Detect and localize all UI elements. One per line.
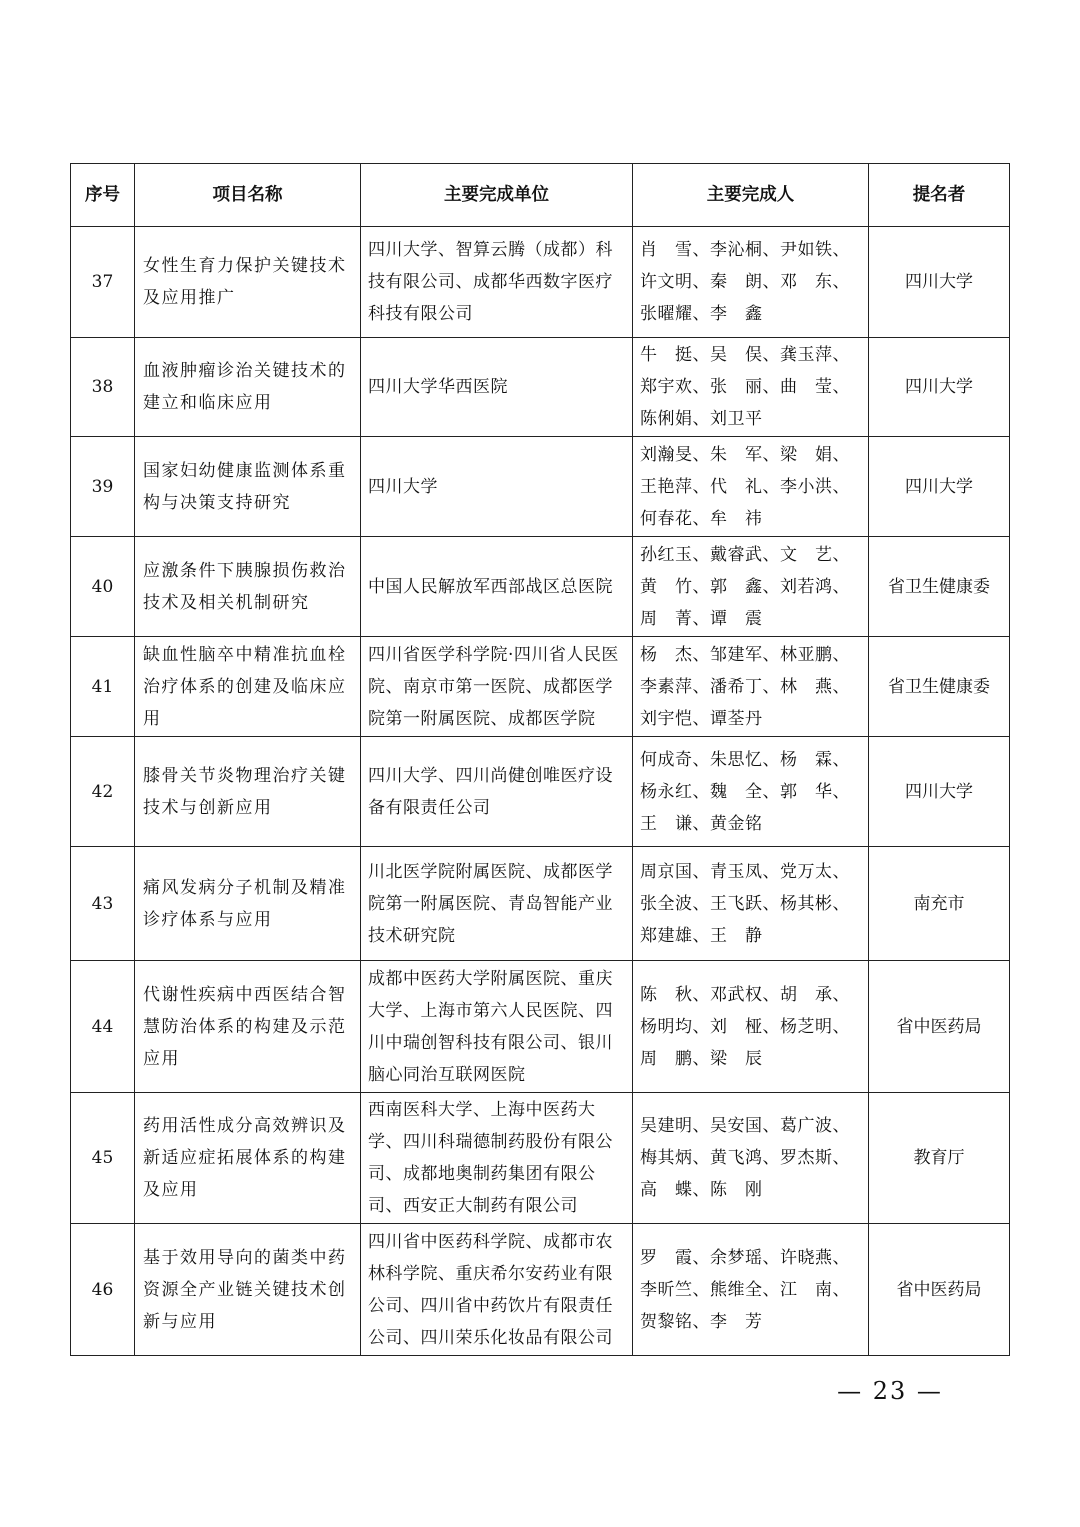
row-number: 44 (71, 961, 135, 1093)
nominator: 省中医药局 (869, 961, 1010, 1093)
table-row (71, 1093, 1010, 1224)
awards-table (70, 163, 1010, 1356)
project-name: 基于效用导向的菌类中药资源全产业链关键技术创新与应用 (135, 1224, 361, 1356)
main-people: 刘瀚旻、朱 军、梁 娟、王艳萍、代 礼、李小洪、何春花、牟 祎 (633, 437, 869, 537)
header-nominator: 提名者 (869, 164, 1010, 227)
table-row (71, 737, 1010, 847)
main-units: 四川大学 (361, 437, 633, 537)
row-number: 45 (71, 1093, 135, 1224)
nominator: 省卫生健康委 (869, 537, 1010, 637)
table-header-row (71, 164, 1010, 227)
project-name: 药用活性成分高效辨识及新适应症拓展体系的构建及应用 (135, 1093, 361, 1224)
nominator: 省中医药局 (869, 1224, 1010, 1356)
main-units: 中国人民解放军西部战区总医院 (361, 537, 633, 637)
row-number: 37 (71, 227, 135, 338)
nominator: 南充市 (869, 847, 1010, 961)
main-people: 牛 挺、吴 俣、龚玉萍、郑宇欢、张 丽、曲 莹、陈俐娟、刘卫平 (633, 338, 869, 437)
table-row (71, 338, 1010, 437)
table-row (71, 847, 1010, 961)
main-people: 周京国、青玉凤、党万太、张全波、王飞跃、杨其彬、郑建雄、王 静 (633, 847, 869, 961)
table-row (71, 537, 1010, 637)
main-people: 肖 雪、李沁桐、尹如铁、许文明、秦 朗、邓 东、张曜耀、李 鑫 (633, 227, 869, 338)
main-units: 四川大学、智算云腾（成都）科技有限公司、成都华西数字医疗科技有限公司 (361, 227, 633, 338)
header-number: 序号 (71, 164, 135, 227)
row-number: 41 (71, 637, 135, 737)
project-name: 膝骨关节炎物理治疗关键技术与创新应用 (135, 737, 361, 847)
row-number: 42 (71, 737, 135, 847)
nominator: 四川大学 (869, 227, 1010, 338)
row-number: 43 (71, 847, 135, 961)
table-row (71, 637, 1010, 737)
nominator: 四川大学 (869, 437, 1010, 537)
project-name: 国家妇幼健康监测体系重构与决策支持研究 (135, 437, 361, 537)
row-number: 46 (71, 1224, 135, 1356)
main-people: 吴建明、吴安国、葛广波、梅其炳、黄飞鸿、罗杰斯、高 蝶、陈 刚 (633, 1093, 869, 1224)
main-people: 罗 霞、余梦瑶、许晓燕、李昕竺、熊维全、江 南、贺黎铭、李 芳 (633, 1224, 869, 1356)
main-people: 杨 杰、邹建军、林亚鹏、李素萍、潘希丁、林 燕、刘宇恺、谭荃丹 (633, 637, 869, 737)
header-main-units: 主要完成单位 (361, 164, 633, 227)
header-project-name: 项目名称 (135, 164, 361, 227)
nominator: 省卫生健康委 (869, 637, 1010, 737)
page-number: — 23 — (837, 1377, 943, 1405)
nominator: 四川大学 (869, 338, 1010, 437)
main-people: 何成奇、朱思忆、杨 霖、杨永红、魏 全、郭 华、王 谦、黄金铭 (633, 737, 869, 847)
main-people: 孙红玉、戴睿武、文 艺、黄 竹、郭 鑫、刘若鸿、周 菁、谭 震 (633, 537, 869, 637)
table-row (71, 437, 1010, 537)
main-units: 四川大学、四川尚健创唯医疗设备有限责任公司 (361, 737, 633, 847)
main-units: 四川省中医药科学院、成都市农林科学院、重庆希尔安药业有限公司、四川省中药饮片有限责任公司、四川荣乐化妆品有限公司 (361, 1224, 633, 1356)
table-row (71, 227, 1010, 338)
table-row (71, 961, 1010, 1093)
main-people: 陈 秋、邓武权、胡 承、杨明均、刘 桠、杨芝明、周 鹏、梁 辰 (633, 961, 869, 1093)
project-name: 缺血性脑卒中精准抗血栓治疗体系的创建及临床应用 (135, 637, 361, 737)
table-row (71, 1224, 1010, 1356)
main-units: 西南医科大学、上海中医药大学、四川科瑞德制药股份有限公司、成都地奥制药集团有限公司、西安正大制药有限公司 (361, 1093, 633, 1224)
main-units: 成都中医药大学附属医院、重庆大学、上海市第六人民医院、四川中瑞创智科技有限公司、银川脑心同治互联网医院 (361, 961, 633, 1093)
main-units: 四川省医学科学院·四川省人民医院、南京市第一医院、成都医学院第一附属医院、成都医学院 (361, 637, 633, 737)
main-units: 川北医学院附属医院、成都医学院第一附属医院、青岛智能产业技术研究院 (361, 847, 633, 961)
row-number: 39 (71, 437, 135, 537)
project-name: 女性生育力保护关键技术及应用推广 (135, 227, 361, 338)
main-units: 四川大学华西医院 (361, 338, 633, 437)
project-name: 代谢性疾病中西医结合智慧防治体系的构建及示范应用 (135, 961, 361, 1093)
nominator: 教育厅 (869, 1093, 1010, 1224)
header-main-people: 主要完成人 (633, 164, 869, 227)
project-name: 痛风发病分子机制及精准诊疗体系与应用 (135, 847, 361, 961)
row-number: 38 (71, 338, 135, 437)
project-name: 应激条件下胰腺损伤救治技术及相关机制研究 (135, 537, 361, 637)
row-number: 40 (71, 537, 135, 637)
project-name: 血液肿瘤诊治关键技术的建立和临床应用 (135, 338, 361, 437)
nominator: 四川大学 (869, 737, 1010, 847)
